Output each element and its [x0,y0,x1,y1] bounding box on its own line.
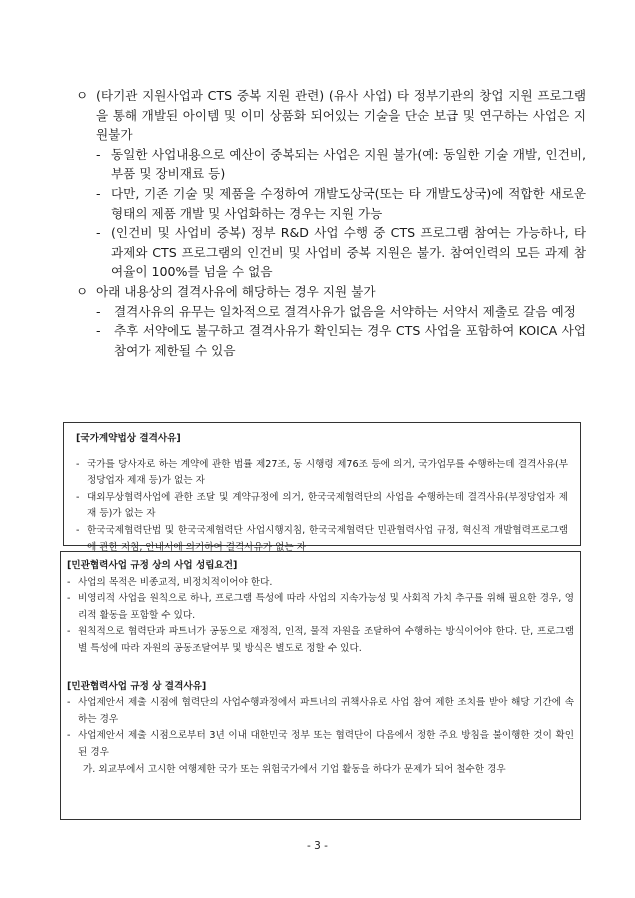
national-contract-disqualification-box [63,422,581,553]
dash-bullet: - [67,576,71,588]
item-text: 아래 내용상의 결격사유에 해당하는 경우 지원 불가 [96,283,376,299]
box-item-text: 원칙적으로 협력단과 파트너가 공동으로 재정적, 인적, 물적 자원을 조달하여 수행하는 방식이어야 한다. 단, 프로그램별 특성에 따라 자원의 공동조달여부 및 방식은 별도로 정할 수 있다. [78,626,574,654]
box-title: [민관협력사업 규정 상 결격사유] [67,680,207,692]
sub-item-text: 동일한 사업내용으로 예산이 중복되는 사업은 지원 불가(예: 동일한 기술 개발, 인건비, 부품 및 장비재료 등) [111,146,586,182]
dash-bullet: - [96,323,101,339]
sub-item [96,321,586,360]
box-item [67,591,574,624]
dash-bullet: - [96,185,101,201]
dash-bullet: - [96,303,101,319]
sub-item-text: 추후 서약에도 불구하고 결격사유가 확인되는 경우 CTS 사업을 포함하여 KOICA 사업 참여가 제한될 수 있음 [114,323,586,358]
box-item [76,490,568,523]
public-private-partnership-box [60,551,581,820]
dash-bullet: - [76,524,80,536]
circle-bullet: ㅇ [76,88,89,103]
dash-bullet: - [67,626,71,638]
main-content [76,86,586,360]
box-item [67,728,574,761]
spacer [76,448,568,457]
dash-bullet: - [96,146,101,162]
box-title: [민관협력사업 규정 상의 사업 성립요건] [67,560,238,571]
box-item [67,695,574,728]
sub-item-text: 다만, 기존 기술 및 제품을 수정하여 개발도상국(또는 타 개발도상국)에 적합한 새로운 형태의 제품 개발 및 사업화하는 경우는 지원 가능 [111,185,586,221]
sub-item [96,184,586,223]
sub-item-text: (인건비 및 사업비 중복) 정부 R&D 사업 수행 중 CTS 프로그램 참여는 가능하나, 타 과제와 CTS 프로그램의 인건비 및 사업비 중복 지원은 불가. 참여인력의 모든 과제 참여율이 100%를 넘을 수 없음 [111,225,586,280]
item-text: (타기관 지원사업과 CTS 중복 지원 관련) (유사 사업) 타 정부기관의 창업 지원 프로그램을 통해 개발된 아이템 및 이미 상품화 되어있는 기술을 단순 보급 및 연구하는 사업은 지원불가 [96,88,586,143]
dash-bullet: - [67,697,71,709]
box-item-text: 비영리적 사업을 원칙으로 하나, 프로그램 특성에 따라 사업의 지속가능성 및 사회적 가치 추구를 위해 필요한 경우, 영리적 활동을 포함할 수 있다. [78,593,574,621]
circle-bullet: ㅇ [76,283,89,299]
page-number: - 3 - [307,840,328,852]
box-item-text: 사업의 목적은 비종교적, 비정치적이어야 한다. [78,576,273,588]
box-item [67,575,574,592]
box-item-text: 사업제안서 제출 시점으로부터 3년 이내 대한민국 정부 또는 협력단이 다음에서 정한 주요 방침을 불이행한 것이 확인된 경우 [78,730,574,758]
list-item [76,86,586,145]
dash-bullet: - [67,730,71,742]
spacer [67,658,574,679]
box-item-text: 사업제안서 제출 시점에 협력단의 사업수행과정에서 파트너의 귀책사유로 사업 참여 제한 조치를 받아 해당 기간에 속하는 경우 [78,697,574,725]
box-item [67,624,574,657]
box-title: [국가계약법상 결격사유] [76,433,181,444]
dash-bullet: - [67,593,71,605]
list-item [76,282,586,302]
box-item-text: 대외무상협력사업에 관한 조달 및 계약규정에 의거, 한국국제협력단의 사업을 수행하는데 결격사유(부정당업자 제재 등)가 없는 자 [87,491,568,520]
dash-bullet: - [96,225,101,241]
box-item [76,457,568,490]
sub-item-text: 결격사유의 유무는 일차적으로 결격사유가 없음을 서약하는 서약서 제출로 갈음 예정 [114,303,576,319]
dash-bullet: - [76,491,80,503]
sub-item [96,223,586,282]
box-item-text: 국가를 당사자로 하는 계약에 관한 법률 제27조, 동 시행령 제76조 등에 의거, 국가업무를 수행하는데 결격사유(부정당업자 제재 등)가 없는 자 [87,458,568,487]
box-item-text: 한국국제협력단법 및 한국국제협력단 사업시행지침, 한국국제협력단 민관협력사업 규정, 혁신적 개발협력프로그램에 관한 지침, 안내서에 의거하여 결격사유가 없는 자 [87,524,568,553]
box-sub-item: 가. 외교부에서 고시한 여행제한 국가 또는 위험국가에서 기업 활동을 하다가 문제가 되어 철수한 경우 [83,763,506,775]
sub-item [96,302,586,322]
sub-item [96,145,586,184]
dash-bullet: - [76,458,80,470]
